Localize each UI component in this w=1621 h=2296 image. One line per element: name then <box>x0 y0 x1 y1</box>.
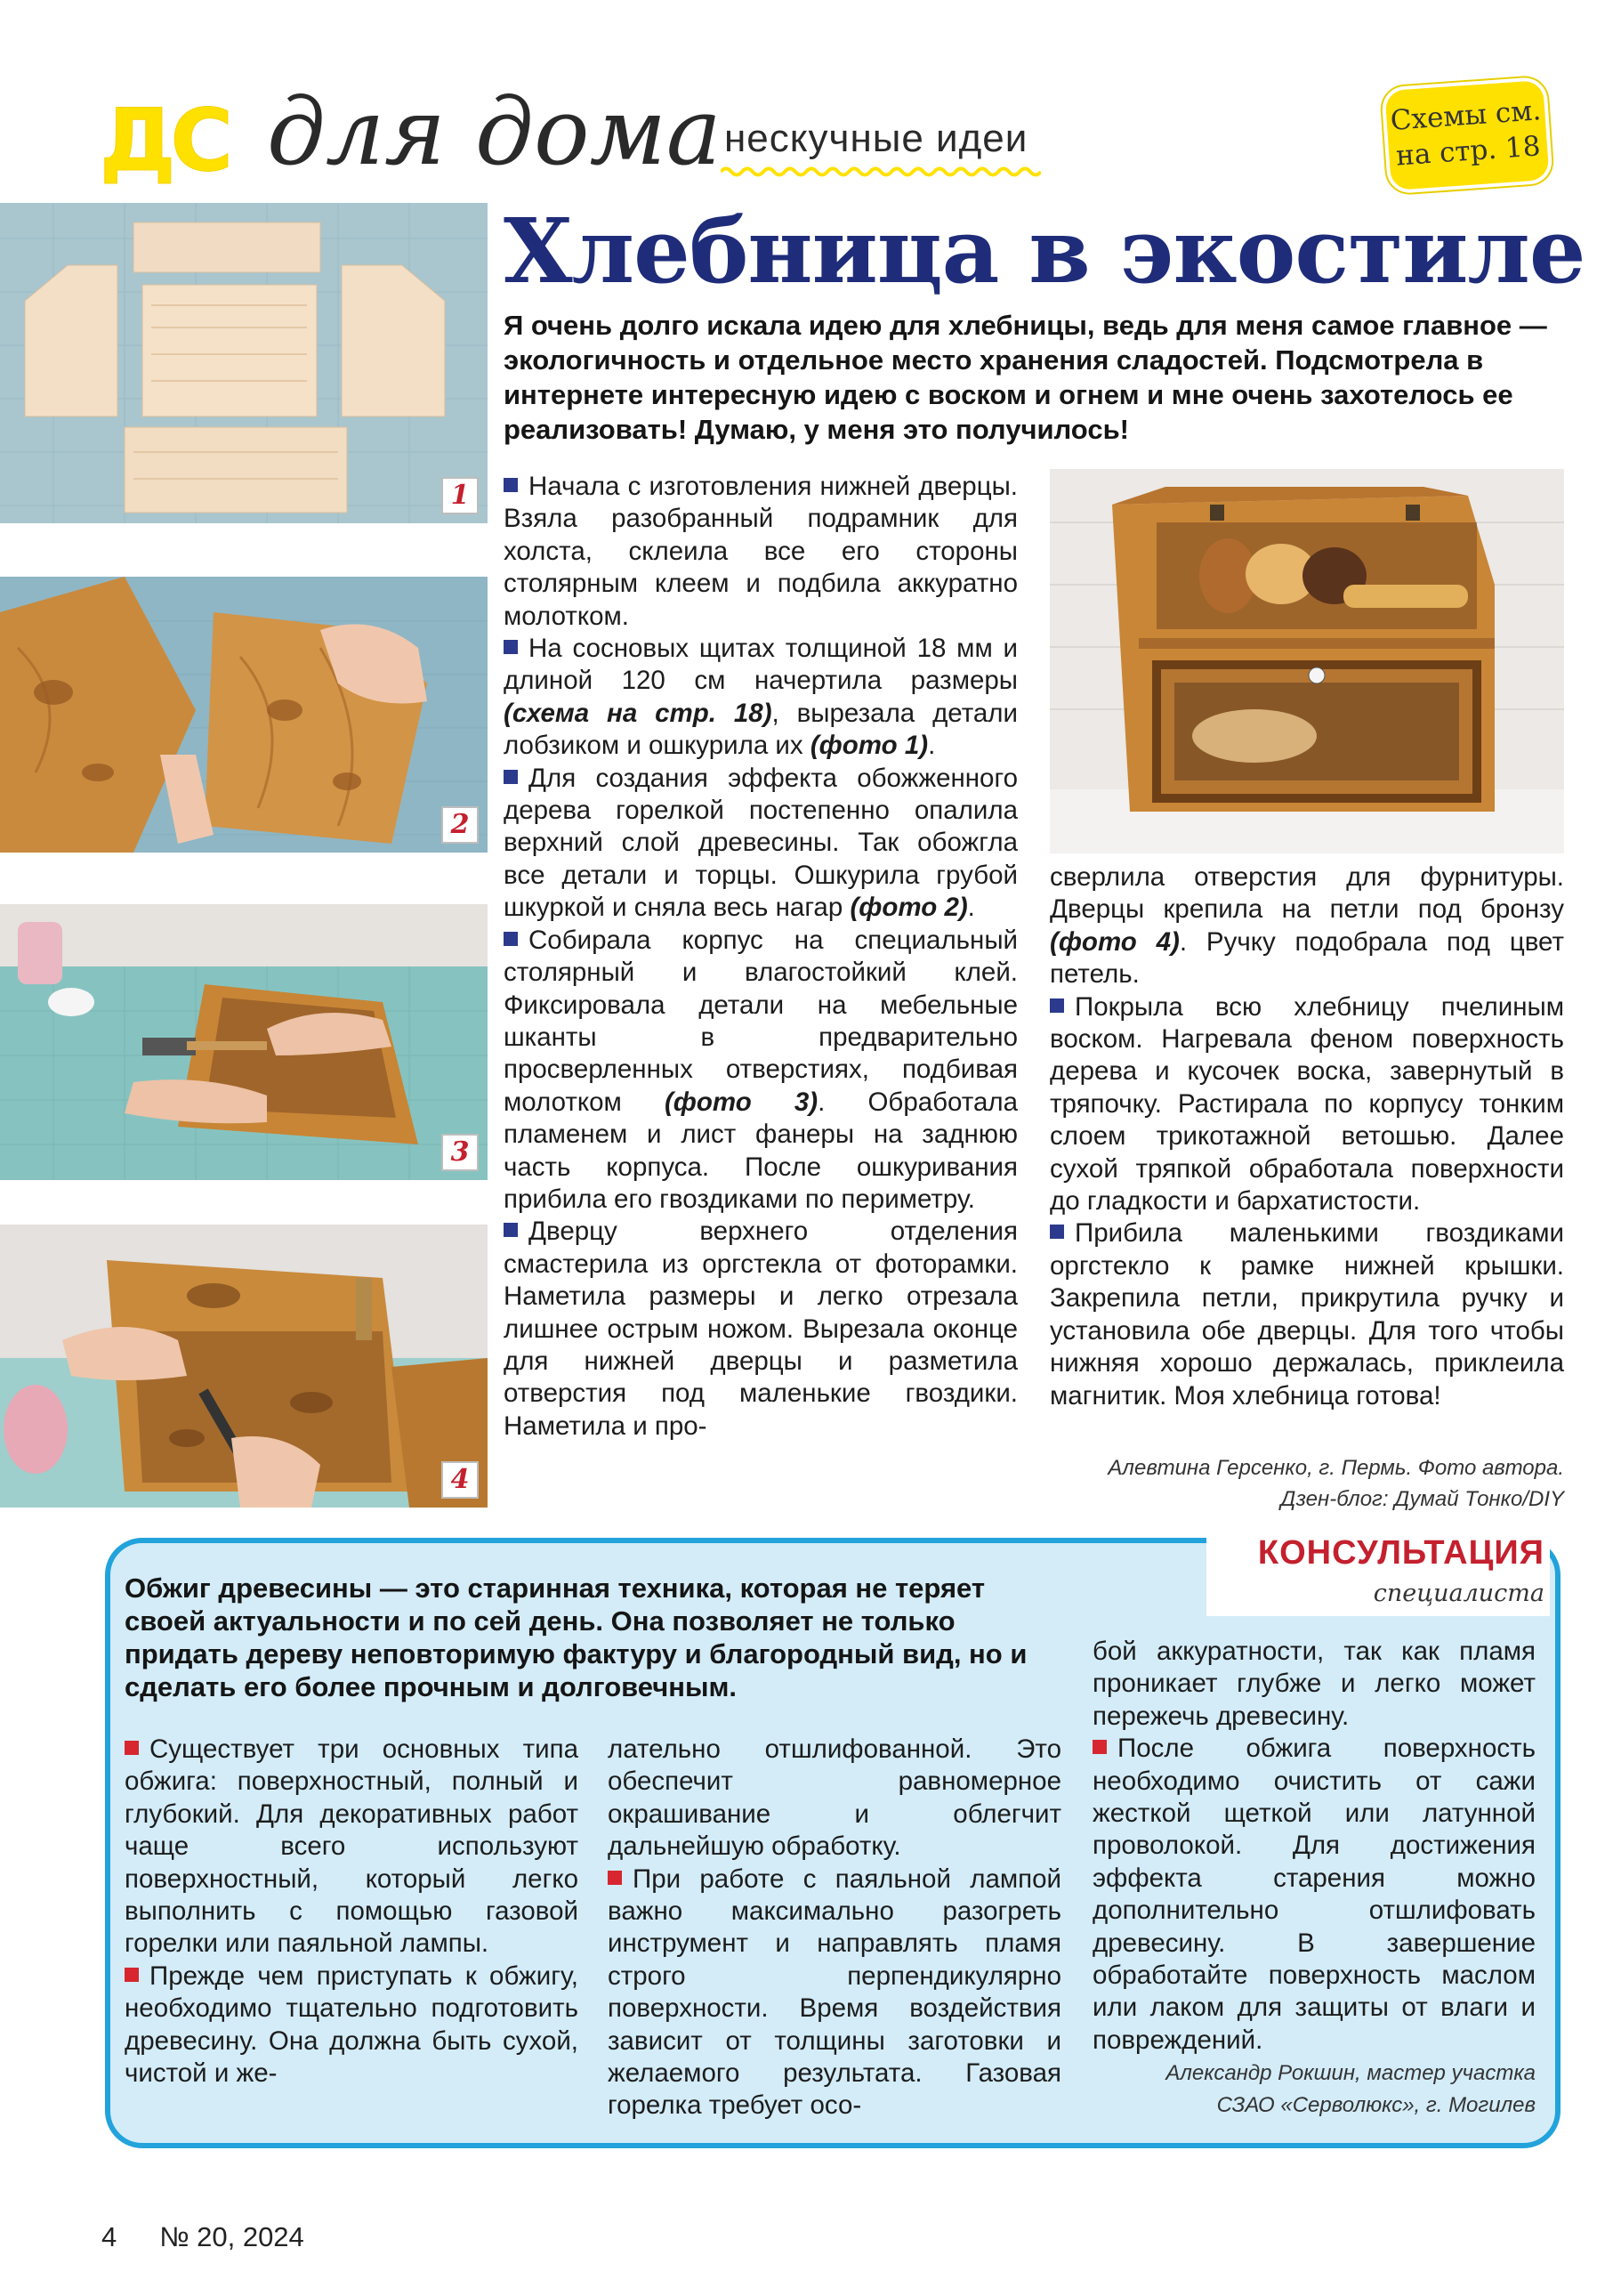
tip-paragraph: бой аккуратности, так как пламя проникает глубже и легко может пережечь древесину. <box>1093 1637 1536 1731</box>
photo-reference: (фото 2) <box>850 893 968 923</box>
magazine-logo: ДС <box>100 91 228 190</box>
article-column-middle <box>504 471 1018 1443</box>
page-footer <box>101 2219 304 2255</box>
photo-3-number: 3 <box>441 1134 479 1171</box>
schemes-badge <box>1384 80 1549 190</box>
bullet-square-icon <box>504 640 518 654</box>
photo-cut-boards <box>0 203 488 523</box>
photo-finished-breadbox <box>1050 469 1564 853</box>
bullet-square-icon <box>1093 1740 1107 1754</box>
section-title: для дома <box>267 77 722 186</box>
schemes-badge-text: Схемы см. на стр. 18 <box>1389 94 1543 173</box>
bullet-square-icon <box>608 1871 622 1885</box>
bullet-square-icon <box>504 1223 518 1237</box>
photo-reference: (фото 3) <box>664 1087 819 1117</box>
step-paragraph: Начала с изготовления нижней дверцы. Взяла разобранный подрамник для холста, склеила все его стороны столярным клеем и подбила аккуратно молотком. <box>504 472 1018 631</box>
photo-2-number: 2 <box>441 806 479 844</box>
step-paragraph: Собирала корпус на специальный столярный и влагостойкий клей. Фиксировала детали на мебельные шканты в предварительно просверленных отверстиях, подбивая молотком (фото 3). Обработала пламенем и лист фанеры на заднюю часть корпуса. После ошкуривания прибила его гвоздиками по периметру. <box>504 925 1018 1214</box>
consultation-column-3 <box>1093 1636 1536 2057</box>
tip-paragraph: Существует три основных типа обжига: поверхностный, полный и глубокий. Для декоративных работ чаще всего используют поверхностный, который легко выполнить с помощью газовой горелки или паяльной лампы. <box>125 1734 578 1959</box>
consultation-heading: КОНСУЛЬТАЦИЯ <box>1257 1534 1544 1572</box>
step-paragraph: Для создания эффекта обожженного дерева горелкой постепенно опалила верхний слой древесины. Так обожгла все детали и торцы. Ошкурила грубой шкуркой и сняла весь нагар (фото 2). <box>504 763 1018 923</box>
bullet-square-icon <box>504 770 518 784</box>
consultation-author <box>1093 2058 1536 2122</box>
tip-paragraph: После обжига поверхность необходимо очистить от сажи жесткой щеткой или латунной проволокой. Для достижения эффекта старения можно дополнительно отшлифовать древесину. В завершение обработайте поверхность маслом или лаком для защиты от влаги и повреждений. <box>1093 1734 1536 2055</box>
step-paragraph: сверлила отверстия для фурнитуры. Дверцы крепила на петли под бронзу (фото 4). Ручку подобрала под цвет петель. <box>1050 862 1564 990</box>
step-paragraph: Покрыла всю хлебницу пчелиным воском. Нагревала феном поверхность дерева и кусочек воска, завернутый в тряпочку. Растирала по корпусу тонким слоем трикотажной ветошью. Далее сухой тряпкой обработала поверхности до гладкости и бархатистости. <box>1050 991 1564 1217</box>
bullet-square-icon <box>1050 1225 1064 1239</box>
bullet-square-icon <box>504 932 518 946</box>
expert-company: СЗАО «Серволюкс», г. Могилев <box>1216 2093 1536 2117</box>
tip-paragraph: Прежде чем приступать к обжигу, необходимо тщательно подготовить древесину. Она должна быть сухой, чистой и же- <box>125 1960 578 2089</box>
article-credit <box>1050 1452 1564 1515</box>
article-column-right <box>1050 861 1564 1412</box>
consultation-lead: Обжиг древесины — это старинная техника, которая не теряет своей актуальности и по сей день. Она позволяет не только придать дереву неповторимую фактуру и благородный вид, но и сделать его более прочным и долговечным. <box>125 1572 1028 1702</box>
photo-1-number: 1 <box>441 477 479 514</box>
author-credit: Алевтина Герсенко, г. Пермь. Фото автора. <box>1108 1456 1564 1480</box>
blog-credit: Дзен-блог: Думай Тонко/DIY <box>1280 1487 1564 1511</box>
scheme-reference: (схема на стр. 18) <box>504 698 772 728</box>
step-paragraph: Дверцу верхнего отделения смастерила из оргстекла от фоторамки. Наметила размеры и легко отрезала лишнее острым ножом. Вырезала оконце для нижней дверцы и разметила отверстия под маленькие гвоздики. Наметила и про- <box>504 1217 1018 1441</box>
consultation-subheading: специалиста <box>1373 1580 1544 1607</box>
tip-paragraph: При работе с паяльной лампой важно максимально разогреть инструмент и направлять пламя строго перпендикулярно поверхности. Время воздействия зависит от толщины заготовки и желаемого результата. Газовая горелка требует осо- <box>608 1863 1061 2121</box>
photo-reference: (фото 4) <box>1050 926 1180 957</box>
tip-paragraph: лательно отшлифованной. Это обеспечит равномерное окрашивание и облегчит дальнейшую обработку. <box>608 1734 1061 1862</box>
article-title: Хлебница в экостиле <box>504 198 1585 303</box>
photo-hammer-assembly <box>0 904 488 1180</box>
decorative-wave <box>721 166 1041 178</box>
bullet-square-icon <box>125 1741 139 1755</box>
consultation-column-2 <box>608 1734 1061 2122</box>
bullet-square-icon <box>125 1968 139 1982</box>
photo-reference: (фото 1) <box>810 731 929 761</box>
article-lead: Я очень долго искала идею для хлебницы, ведь для меня самое главное — экологичность и отдельное место хранения сладостей. Подсмотрела в интернете интересную идею с воском и огнем и мне очень захотелось ее реализовать! Думаю, у меня это получилось! <box>504 310 1547 445</box>
page-number: 4 <box>101 2221 117 2252</box>
step-paragraph: На сосновых щитах толщиной 18 мм и длиной 120 см начертила размеры (схема на стр. 18), вырезала детали лобзиком и ошкурила их (фото 1). <box>504 634 1018 761</box>
expert-name: Александр Рокшин, мастер участка <box>1165 2061 1536 2085</box>
bullet-square-icon <box>1050 998 1064 1013</box>
bullet-square-icon <box>504 478 518 492</box>
step-paragraph: Прибила маленькими гвоздиками оргстекло к рамке нижней крышки. Закрепила петли, прикрутила ручку и установила обе дверцы. Для того чтобы нижняя хорошо держалась, приклеила магнитик. Моя хлебница готова! <box>1050 1218 1564 1411</box>
consultation-column-1 <box>125 1734 578 2090</box>
photo-burned-boards <box>0 577 488 853</box>
issue-number: № 20, 2024 <box>159 2221 304 2252</box>
section-subtitle: нескучные идеи <box>724 117 1028 160</box>
photo-attach-hinges <box>0 1225 488 1508</box>
photo-4-number: 4 <box>441 1461 479 1499</box>
